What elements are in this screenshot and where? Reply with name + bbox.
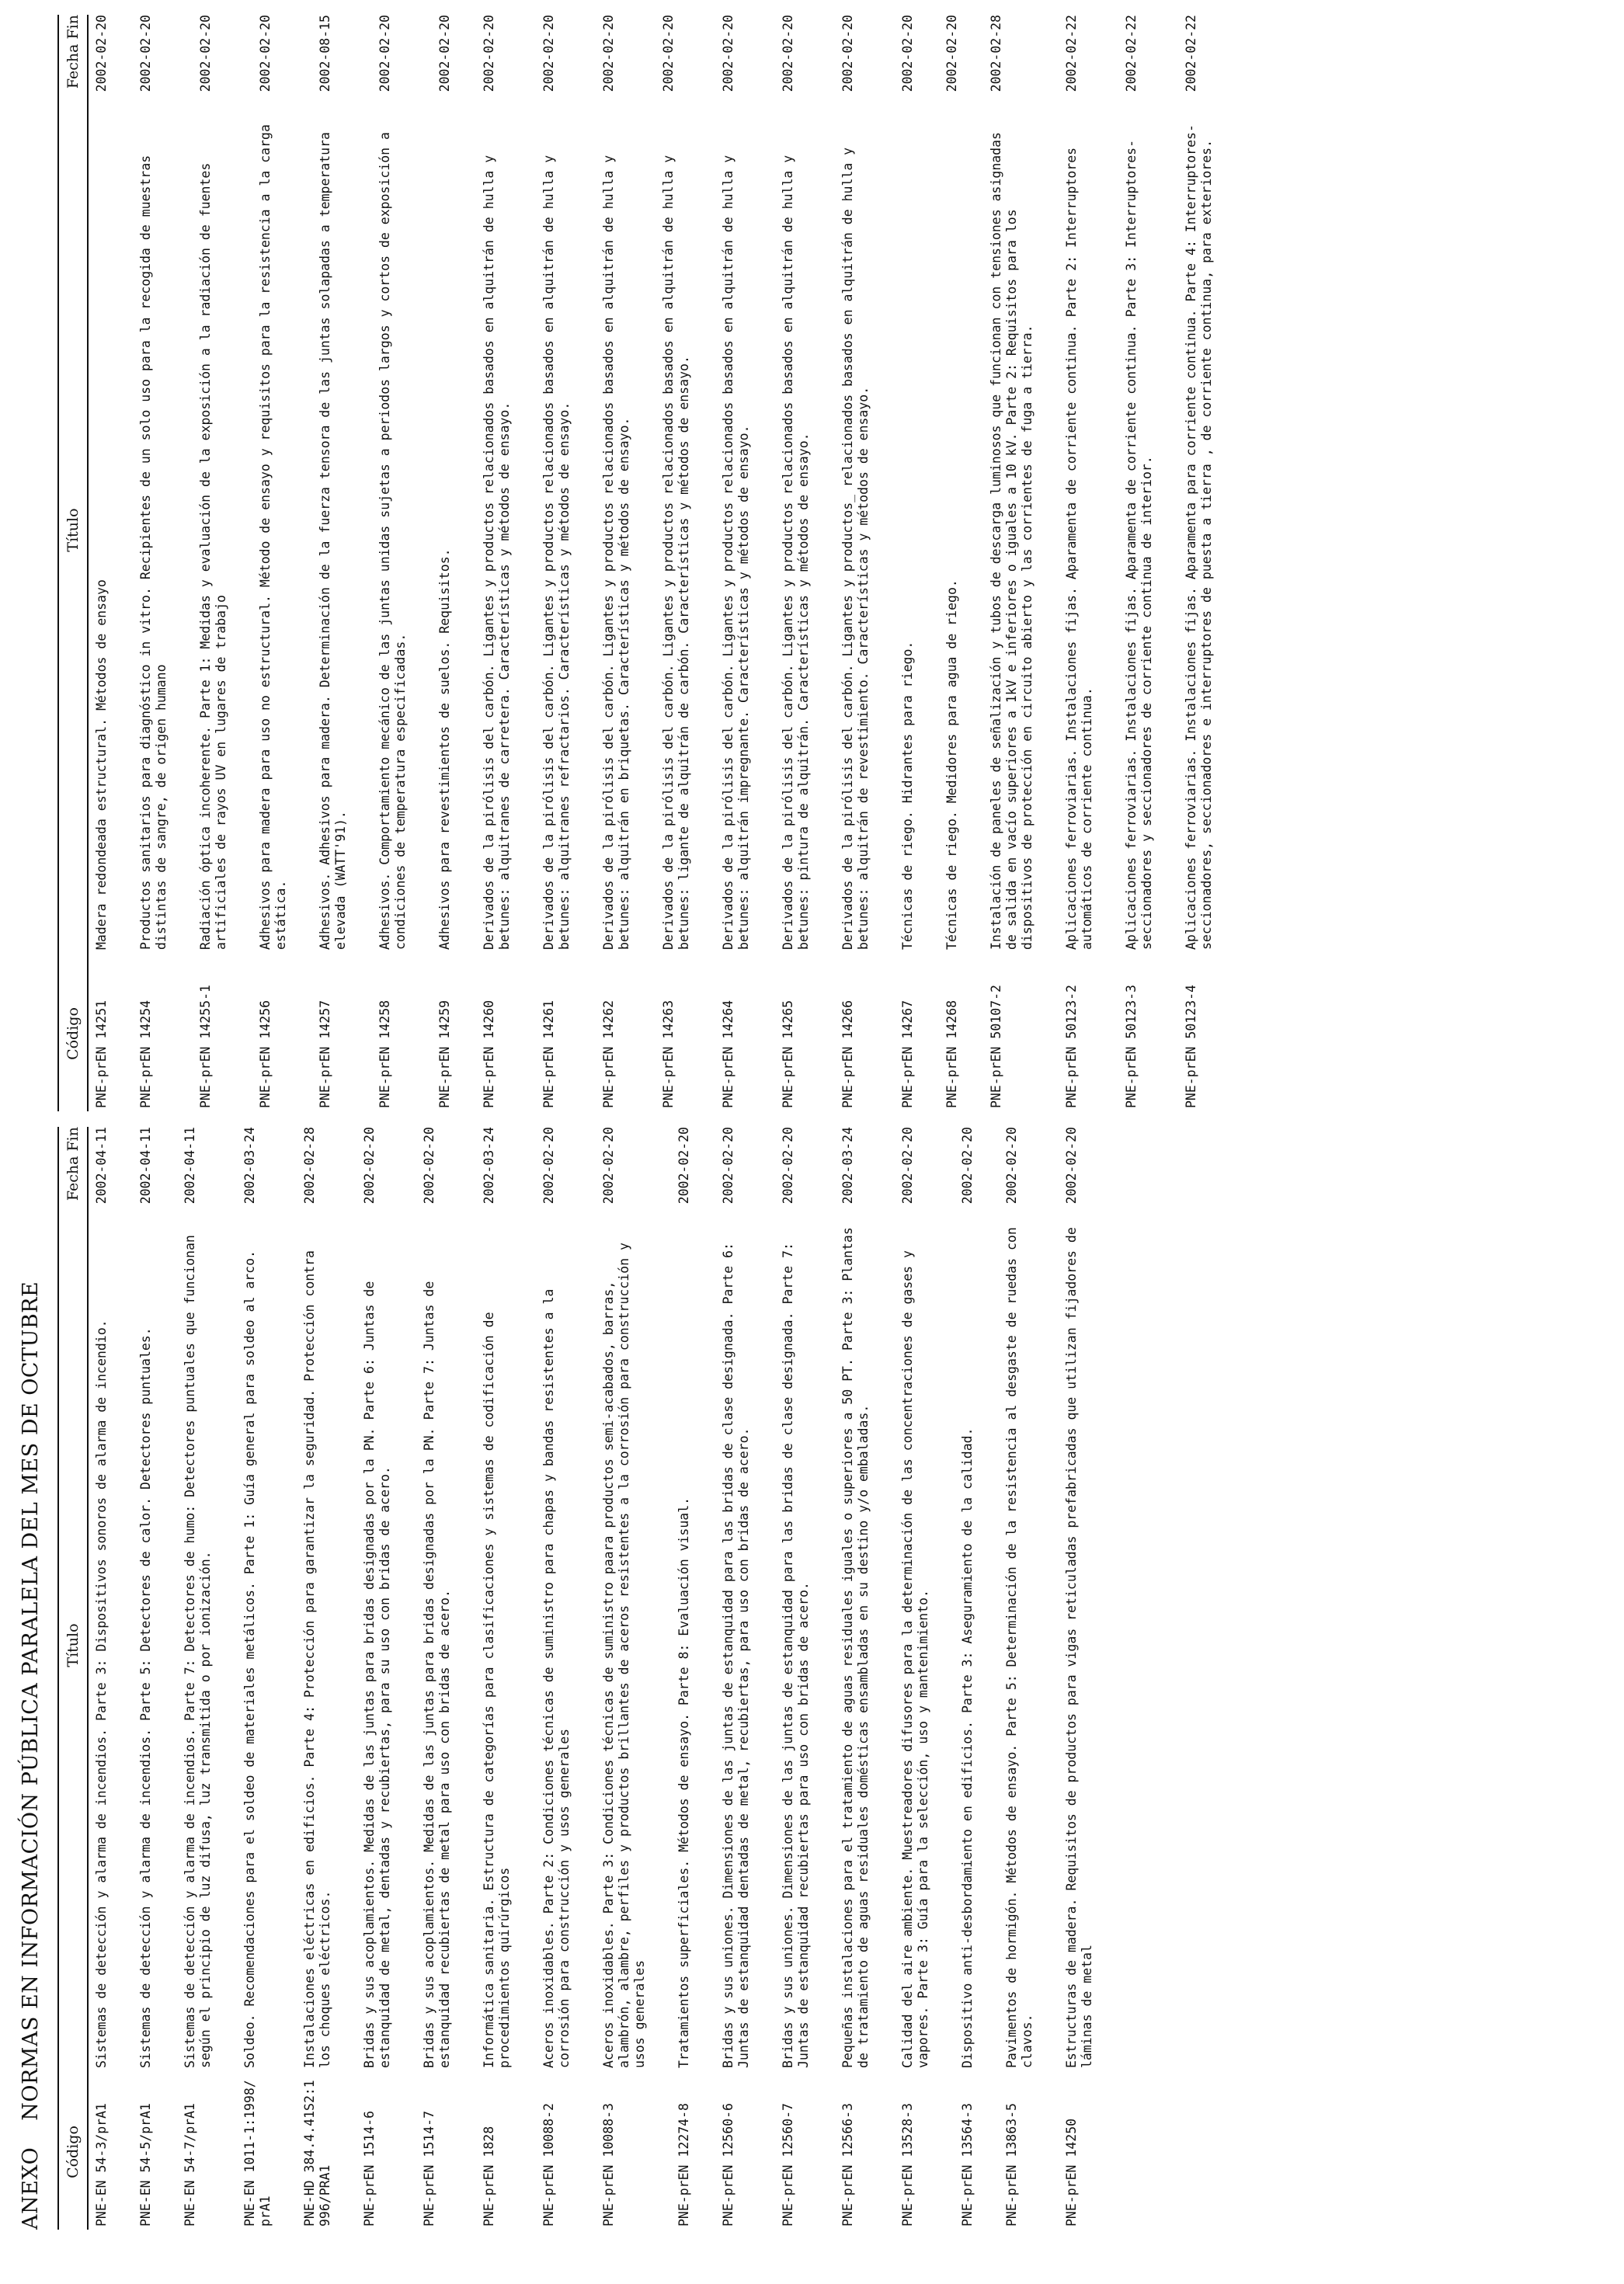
standard-code: PNE-HD 384.4.41S2:1996/PRA1 — [302, 2080, 332, 2227]
table-body — [89, 1127, 1118, 2230]
standard-title: Pavimentos de hormigón. Métodos de ensayo. Parte 5: Determinación de la resistencia al desgaste de ruedas con clavos. — [1004, 1227, 1035, 2068]
table-row — [596, 1127, 671, 2230]
standard-code: PNE-prEN 50123-3 — [1124, 985, 1139, 1108]
end-date: 2002-02-20 — [601, 15, 616, 92]
table-row — [895, 1127, 955, 2230]
standard-title: Adhesivos. Comportamiento mecánico de las juntas unidas sujetas a periodos largos y cortos de exposición a condiciones de temperatura especificadas. — [377, 132, 408, 950]
standard-title: Aplicaciones ferroviarias. Instalaciones fijas. Aparamenta para corriente continua. Parte 4: Interruptores-seccionadores, seccionadores e interruptores de puesta a tierra , de corriente continua, para exteriores. — [1184, 124, 1214, 950]
standard-title: Bridas y sus acoplamientos. Medidas de las juntas para bridas designadas por la PN. Parte 6: Juntas de estanquidad de metal, dentadas y recubiertas, para su uso con bridas de acero. — [362, 1281, 392, 2068]
standard-code: PNE-prEN 14265 — [781, 999, 795, 1108]
standard-code: PNE-prEN 14267 — [900, 999, 915, 1108]
standard-title: Soldeo. Recomendaciones para el soldeo de materiales metálicos. Parte 1: Guía general para soldeo al arco. — [242, 1250, 257, 2068]
standard-code: PNE-prEN 12274-8 — [676, 2103, 691, 2227]
end-date: 2002-02-20 — [362, 1127, 377, 1205]
column-header-code: Código — [64, 2126, 82, 2178]
standard-code: PNE-prEN 14254 — [138, 999, 153, 1108]
standard-code: PNE-prEN 10088-2 — [541, 2103, 556, 2227]
end-date: 2002-02-20 — [840, 15, 855, 92]
standard-title: Sistemas de detección y alarma de incendios. Parte 5: Detectores de calor. Detectores puntuales. — [138, 1327, 153, 2068]
table-row — [1059, 1127, 1118, 2230]
end-date: 2002-02-20 — [721, 15, 735, 92]
table-row — [89, 1127, 133, 2230]
column-header-date: Fecha Fin — [64, 1127, 82, 1201]
standard-title: Técnicas de riego. Medidores para agua de riego. — [944, 579, 959, 950]
end-date: 2002-02-20 — [721, 1127, 735, 1205]
end-date: 2002-02-20 — [900, 15, 915, 92]
standard-title: Productos sanitarios para diagnóstico in vitro. Recipientes de un solo uso para la recogida de muestras distintas de sangre, de origen humano — [138, 155, 169, 950]
end-date: 2002-02-20 — [541, 15, 556, 92]
standards-table-left — [57, 1127, 1118, 2230]
end-date: 2002-03-24 — [242, 1127, 257, 1205]
standard-title: Informática sanitaria. Estructura de categorías para clasificaciones y sistemas de codificación de procedimientos quirúrgicos — [482, 1312, 512, 2068]
standard-code: PNE-prEN 13528-3 — [900, 2103, 915, 2227]
standard-code: PNE-prEN 14260 — [482, 999, 496, 1108]
table-row — [312, 15, 372, 1111]
end-date: 2002-03-24 — [840, 1127, 855, 1205]
table-row — [177, 1127, 237, 2230]
end-date: 2002-02-20 — [661, 15, 676, 92]
end-date: 2002-02-22 — [1124, 15, 1139, 92]
standard-title: Adhesivos para revestimientos de suelos. Requisitos. — [437, 548, 452, 950]
end-date: 2002-02-20 — [94, 15, 109, 92]
standard-code: PNE-prEN 14258 — [377, 999, 392, 1108]
standard-code: PNE-prEN 14250 — [1064, 2118, 1079, 2227]
table-row — [432, 15, 476, 1111]
end-date: 2002-02-22 — [1064, 15, 1079, 92]
standard-title: Derivados de la pirólisis del carbón. Ligantes y productos relacionados basados en alquitrán de hulla y betunes: alquitranes de carretera. Características y métodos de ensayo. — [482, 155, 512, 950]
standard-code: PNE-prEN 14257 — [318, 999, 332, 1108]
table-row — [895, 15, 939, 1111]
end-date: 2002-02-20 — [138, 15, 153, 92]
table-row — [297, 1127, 356, 2230]
table-row — [1059, 15, 1118, 1111]
column-header-code: Código — [64, 1007, 82, 1060]
standard-code: PNE-prEN 50123-2 — [1064, 985, 1079, 1108]
standard-code: PNE-prEN 14263 — [661, 999, 676, 1108]
standard-code: PNE-prEN 1828 — [482, 2126, 496, 2227]
end-date: 2002-02-28 — [989, 15, 1003, 92]
standards-table-right — [57, 15, 1238, 1111]
table-row — [252, 15, 312, 1111]
standard-title: Bridas y sus uniones. Dimensiones de las juntas de estanquidad para las bridas de clase designada. Parte 6: Juntas de estanquidad dentadas de metal, recubiertas, para uso con bridas de acero. — [721, 1243, 751, 2068]
standard-title: Tratamientos superficiales. Métodos de ensayo. Parte 8: Evaluación visual. — [676, 1497, 691, 2068]
standard-title: Aplicaciones ferroviarias. Instalaciones fijas. Aparamenta de corriente continua. Parte 2: Interruptores automáticos de corriente continua. — [1064, 147, 1094, 950]
end-date: 2002-02-20 — [1004, 1127, 1019, 1205]
standard-title: Derivados de la pirólisis del carbón. Ligantes y productos_ relacionados basados en alquitrán de hulla y betunes: alquitrán de revestimiento. Características y métodos de ensayo. — [840, 147, 871, 950]
standard-code: PNE-prEN 1514-6 — [362, 2110, 377, 2227]
standard-code: PNE-EN 54-5/prA1 — [138, 2103, 153, 2227]
standard-title: Madera redondeada estructural. Métodos de ensayo — [94, 579, 109, 950]
standard-title: Técnicas de riego. Hidrantes para riego. — [900, 641, 915, 950]
standard-title: Derivados de la pirólisis del carbón. Ligantes y productos relacionados basados en alquitrán de hulla y betunes: alquitrán en briquetas. Características y métodos de ensayo. — [601, 155, 631, 950]
page-heading — [19, 1281, 43, 2230]
end-date: 2002-02-20 — [781, 15, 795, 92]
table-row — [999, 1127, 1059, 2230]
end-date: 2002-02-22 — [1184, 15, 1198, 92]
standard-code: PNE-prEN 14259 — [437, 999, 452, 1108]
standard-title: Radiación óptica incoherente. Parte 1: Medidas y evaluación de la exposición a la radiación de fuentes artificiales de rayos UV en lugares de trabajo — [198, 162, 228, 950]
standard-code: PNE-prEN 14261 — [541, 999, 556, 1108]
standard-title: Bridas y sus acoplamientos. Medidas de las juntas para bridas designadas por la PN. Parte 7: Juntas de estanquidad recubiertas de metal para uso con bridas de acero. — [422, 1281, 452, 2068]
end-date: 2002-02-20 — [601, 1127, 616, 1205]
end-date: 2002-03-24 — [482, 1127, 496, 1205]
standard-code: PNE-prEN 12560-6 — [721, 2103, 735, 2227]
standard-title: Sistemas de detección y alarma de incendios. Parte 3: Dispositivos sonoros de alarma de incendio. — [94, 1319, 109, 2068]
standard-code: PNE-prEN 10088-3 — [601, 2103, 616, 2227]
table-row — [356, 1127, 416, 2230]
table-row — [835, 1127, 895, 2230]
table-header — [57, 1127, 89, 2230]
standard-title: Adhesivos. Adhesivos para madera. Determinación de la fuerza tensora de las juntas solapadas a temperatura elevada (WATT'91). — [318, 132, 348, 950]
end-date: 2002-04-11 — [138, 1127, 153, 1205]
end-date: 2002-02-20 — [676, 1127, 691, 1205]
standard-code: PNE-EN 54-3/prA1 — [94, 2103, 109, 2227]
table-row — [955, 1127, 999, 2230]
standard-title: Derivados de la pirólisis del carbón. Ligantes y productos relacionados basados en alquitrán de hulla y betunes: alquitranes refractarios. Características y métodos de ensayo. — [541, 155, 572, 950]
standard-title: Aplicaciones ferroviarias. Instalaciones fijas. Aparamenta de corriente continua. Parte 3: Interruptores-seccionadores y seccionadores de corriente continua de interior. — [1124, 139, 1154, 950]
end-date: 2002-02-20 — [1064, 1127, 1079, 1205]
table-row — [133, 15, 193, 1111]
standard-code: PNE-prEN 14266 — [840, 999, 855, 1108]
end-date: 2002-02-20 — [198, 15, 213, 92]
column-header-date: Fecha Fin — [64, 15, 82, 89]
standard-title: Pequeñas instalaciones para el tratamiento de aguas residuales iguales o superiores a 50 PT. Parte 3: Plantas de tratamiento de aguas residuales domésticas ensambladas en su destino y/o embaladas. — [840, 1227, 871, 2068]
table-row — [983, 15, 1059, 1111]
standard-title: Derivados de la pirólisis del carbón. Ligantes y productos relacionados basados en alquitrán de hulla y betunes: ligante de alquitrán de carbón. Características y métodos de ensayo. — [661, 155, 691, 950]
end-date: 2002-04-11 — [183, 1127, 197, 1205]
table-row — [237, 1127, 297, 2230]
standard-code: PNE-EN 54-7/prA1 — [183, 2103, 197, 2227]
table-row — [835, 15, 895, 1111]
standard-code: PNE-prEN 12566-3 — [840, 2103, 855, 2227]
table-header — [57, 15, 89, 1111]
table-row — [536, 1127, 596, 2230]
table-row — [671, 1127, 715, 2230]
table-row — [715, 15, 775, 1111]
end-date: 2002-02-20 — [377, 15, 392, 92]
standard-code: PNE-EN 1011-1:1998/prA1 — [242, 2080, 273, 2227]
column-header-title: Título — [64, 1623, 82, 1667]
standard-code: PNE-prEN 14264 — [721, 999, 735, 1108]
end-date: 2002-08-15 — [318, 15, 332, 92]
table-row — [476, 1127, 536, 2230]
table-row — [372, 15, 432, 1111]
standard-code: PNE-prEN 14262 — [601, 999, 616, 1108]
end-date: 2002-02-20 — [482, 15, 496, 92]
standard-code: PNE-prEN 50107-2 — [989, 985, 1003, 1108]
table-row — [133, 1127, 177, 2230]
table-row — [1178, 15, 1238, 1111]
end-date: 2002-02-20 — [437, 15, 452, 92]
heading-text: NORMAS EN INFORMACIÓN PÚBLICA PARALELA DEL MES DE OCTUBRE — [19, 1281, 43, 2121]
standard-code: PNE-prEN 13863-5 — [1004, 2103, 1019, 2227]
standard-title: Bridas y sus uniones. Dimensiones de las juntas de estanquidad para las bridas de clase designada. Parte 7: Juntas de estanquidad recubiertas para uso con bridas de acero. — [781, 1243, 811, 2068]
table-row — [89, 15, 133, 1111]
end-date: 2002-02-28 — [302, 1127, 317, 1205]
standard-code: PNE-prEN 14268 — [944, 999, 959, 1108]
standard-title: Instalaciones eléctricas en edificios. Parte 4: Protección para garantizar la seguridad. Protección contra los choques eléctricos. — [302, 1250, 332, 2068]
end-date: 2002-02-20 — [960, 1127, 975, 1205]
table-row — [536, 15, 596, 1111]
end-date: 2002-02-20 — [541, 1127, 556, 1205]
end-date: 2002-02-20 — [422, 1127, 436, 1205]
standard-code: PNE-prEN 50123-4 — [1184, 985, 1198, 1108]
table-body — [89, 15, 1238, 1111]
table-row — [596, 15, 656, 1111]
standard-code: PNE-prEN 13564-3 — [960, 2103, 975, 2227]
table-row — [656, 15, 715, 1111]
standard-code: PNE-prEN 14256 — [258, 999, 273, 1108]
end-date: 2002-02-20 — [900, 1127, 915, 1205]
table-row — [715, 1127, 775, 2230]
table-row — [939, 15, 983, 1111]
standard-title: Calidad del aire ambiente. Muestreadores difusores para la determinación de las concentraciones de gases y vapores. Parte 3: Guía para la selección, uso y mantenimiento. — [900, 1250, 930, 2068]
standard-title: Aceros inoxidables. Parte 3: Condiciones técnicas de suministro paara productos semi-acabados, barras, alambrón, alambre, perfiles y productos brillantes de aceros resistentes a la corrosión para construcción y usos generales — [601, 1243, 647, 2068]
column-header-title: Título — [64, 508, 82, 552]
standard-title: Derivados de la pirólisis del carbón. Ligantes y productos relacionados basados en alquitrán de hulla y betunes: alquitrán impregnante. Características y métodos de ensayo. — [721, 155, 751, 950]
end-date: 2002-04-11 — [94, 1127, 109, 1205]
standard-title: Estructuras de madera. Requisitos de productos para vigas reticuladas prefabricadas que utilizan fijadores de láminas de metal — [1064, 1227, 1094, 2068]
table-row — [416, 1127, 476, 2230]
end-date: 2002-02-20 — [258, 15, 273, 92]
annex-label: ANEXO — [19, 2147, 43, 2230]
standard-title: Dispositivo anti-desbordamiento en edificios. Parte 3: Aseguramiento de la calidad. — [960, 1427, 975, 2068]
standard-title: Aceros inoxidables. Parte 2: Condiciones técnicas de suministro para chapas y bandas resistentes a la corrosión para construcción y usos generales — [541, 1288, 572, 2068]
table-row — [1118, 15, 1178, 1111]
table-row — [476, 15, 536, 1111]
standard-code: PNE-prEN 12560-7 — [781, 2103, 795, 2227]
standard-code: PNE-prEN 14251 — [94, 999, 109, 1108]
standard-title: Derivados de la pirólisis del carbón. Ligantes y productos relacionados basados en alquitrán de hulla y betunes: pintura de alquitrán. Características y métodos de ensayo. — [781, 155, 811, 950]
standard-title: Instalación de paneles de señalización y tubos de descarga luminosos que funcionan con tensiones asignadas de salida en vacío superiores a 1kV e inferiores o iguales a 10 kV. Parte 2: Requisitos para los dispositivos de protección en circuito abierto y las corrientes de fuga a tierra. — [989, 132, 1035, 950]
table-row — [193, 15, 252, 1111]
standard-title: Sistemas de detección y alarma de incendios. Parte 7: Detectores de humo: Detectores puntuales que funcionan según el principio de luz difusa, luz transmitida o por ionización. — [183, 1235, 213, 2068]
table-row — [775, 15, 835, 1111]
standard-code: PNE-prEN 14255-1 — [198, 985, 213, 1108]
end-date: 2002-02-20 — [944, 15, 959, 92]
end-date: 2002-02-20 — [781, 1127, 795, 1205]
standard-title: Adhesivos para madera para uso no estructural. Método de ensayo y requisitos para la resistencia a la carga estática. — [258, 124, 288, 950]
table-row — [775, 1127, 835, 2230]
standard-code: PNE-prEN 1514-7 — [422, 2110, 436, 2227]
